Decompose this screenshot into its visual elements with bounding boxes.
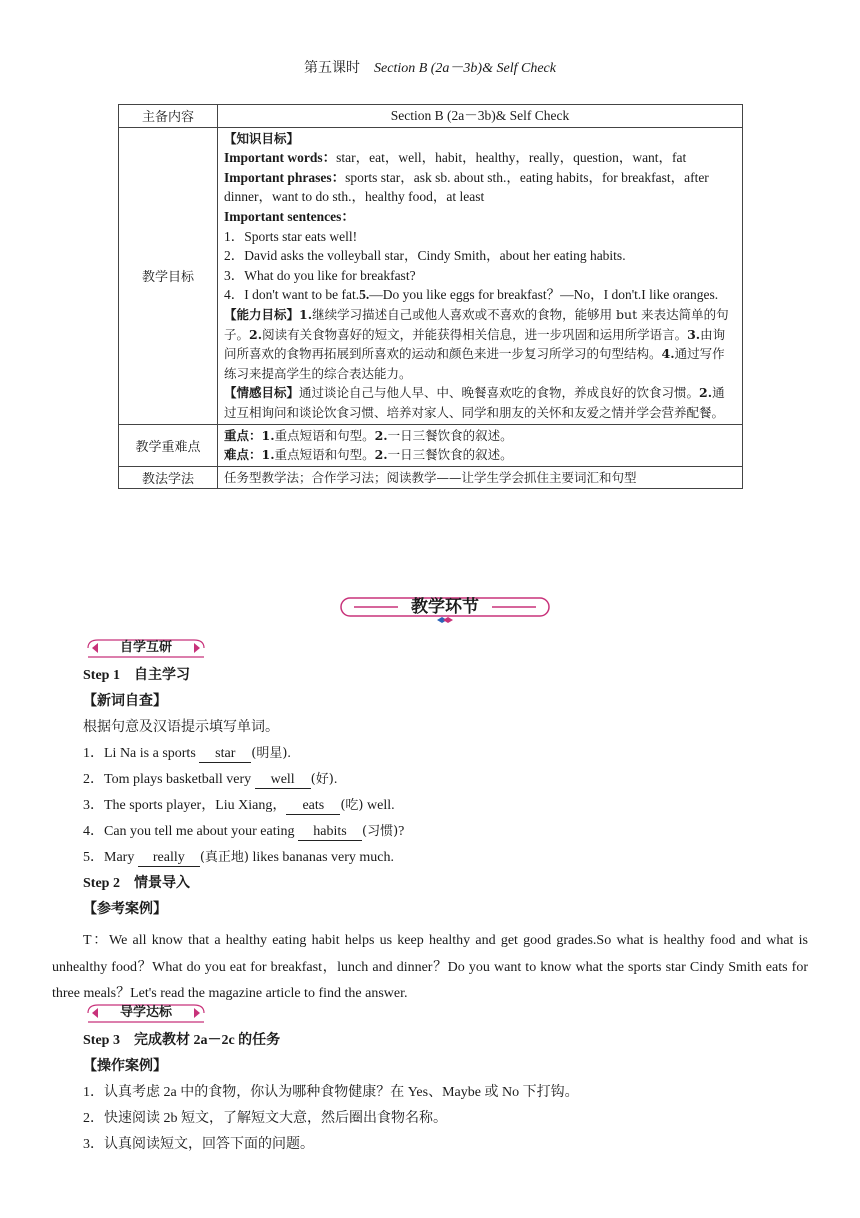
step2-title: Step 2 情景导入 [83, 876, 190, 891]
table-row [119, 466, 743, 489]
answer-blank: eats [286, 798, 340, 815]
emotion-objectives: 【情感目标】通过谈论自己与他人早、中、晚餐喜欢吃的食物，养成良好的饮食习惯。2.通过互相询问和谈论饮食习惯、培养对家人、同学和朋友的关怀和友爱之情并学会营养配餐。 [224, 385, 725, 420]
lesson-plan-table [118, 104, 743, 489]
exercise-item: 1．Li Na is a sports star (明星). [83, 746, 291, 761]
answer-blank: habits [298, 824, 362, 841]
row-value: 任务型教学法；合作学习法；阅读教学——让学生学会抓住主要词汇和句型 [218, 466, 743, 489]
difficult-points: 难点：1.重点短语和句型。2.一日三餐饮食的叙述。 [224, 447, 513, 463]
step2-sub: 【参考案例】 [83, 902, 167, 917]
exercise-item: 4．Can you tell me about your eating habits (习惯)? [83, 824, 405, 839]
step3-sub: 【操作案例】 [83, 1059, 167, 1074]
row-label: 教学重难点 [119, 424, 218, 466]
step3-title: Step 3 完成教材 2a－2c 的任务 [83, 1033, 281, 1048]
sentence-3: 3．What do you like for breakfast? [224, 267, 416, 283]
section-tag-guided-study [84, 1003, 208, 1025]
phrases-line: Important phrases：sports star，ask sb. about sth.，eating habits，for breakfast，after dinner，want to do sth.，healthy food，at least [224, 169, 709, 205]
row-value: Section B (2a－3b)& Self Check [218, 105, 743, 128]
knowledge-heading: 【知识目标】 [224, 130, 300, 146]
step1-instruction: 根据句意及汉语提示填写单词。 [83, 720, 279, 735]
exercise-item: 5．Mary really (真正地) likes bananas very much. [83, 850, 394, 865]
row-label: 主备内容 [119, 105, 218, 128]
row-label: 教学目标 [119, 127, 218, 424]
section-banner [340, 594, 550, 626]
answer-blank: star [199, 746, 251, 763]
teacher-intro-paragraph: T：We all know that a healthy eating habit helps us keep healthy and get good grades.So what is healthy food and what is unhealthy food？What do you eat for breakfast，lunch and dinner？Do you want to know what the sports star Cindy Smith eats for three meals？Let's read the magazine article to find the answer. [52, 933, 808, 1001]
tag-label: 自学互研 [119, 640, 172, 655]
answer-blank: well [255, 772, 311, 789]
table-row [119, 105, 743, 128]
table-row [119, 127, 743, 424]
step1-title: Step 1 自主学习 [83, 668, 190, 683]
op-item: 1．认真考虑 2a 中的食物，你认为哪种食物健康？在 Yes、Maybe 或 No 下打钩。 [83, 1085, 579, 1100]
op-item: 2．快速阅读 2b 短文，了解短文大意，然后圈出食物名称。 [83, 1111, 447, 1126]
sentence-2: 2．David asks the volleyball star，Cindy Smith，about her eating habits. [224, 248, 626, 264]
words-line: Important words：star，eat，well，habit，healthy，really，question，want，fat [224, 150, 687, 166]
answer-blank: really [138, 850, 200, 867]
banner-title: 教学环节 [411, 597, 479, 617]
sentence-1: 1．Sports star eats well! [224, 228, 358, 244]
objectives-cell [218, 127, 743, 424]
row-label: 教法学法 [119, 466, 218, 489]
exercise-item: 2．Tom plays basketball very well (好). [83, 772, 338, 787]
key-points-cell [218, 424, 743, 466]
key-points: 重点：1.重点短语和句型。2.一日三餐饮食的叙述。 [224, 427, 513, 443]
ability-objectives: 【能力目标】1.继续学习描述自己或他人喜欢或不喜欢的食物，能够用 but 来表达简单的句子。2.阅读有关食物喜好的短文，并能获得相关信息，进一步巩固和运用所学语言。3.由询问所喜欢的食物再拓展到所喜欢的运动和颜色来进一步复习所学习的句型结构。4.通过写作练习来提高学生的综合表达能力。 [224, 306, 729, 381]
section-tag-self-study [84, 638, 208, 660]
table-row [119, 424, 743, 466]
op-item: 3．认真阅读短文，回答下面的问题。 [83, 1137, 314, 1152]
exercise-item: 3．The sports player，Liu Xiang， eats (吃) well. [83, 798, 395, 813]
step1-sub: 【新词自查】 [83, 694, 167, 709]
lesson-section: Section B (2a－3b)& Self Check [374, 61, 556, 76]
tag-label: 导学达标 [119, 1005, 172, 1020]
sentence-4: 4．I don't want to be fat.5.—Do you like eggs for breakfast？—No，I don't.I like oranges. [224, 287, 719, 303]
lesson-number: 第五课时 [304, 61, 361, 76]
lesson-title [0, 57, 860, 77]
sentences-heading: Important sentences： [224, 208, 355, 224]
